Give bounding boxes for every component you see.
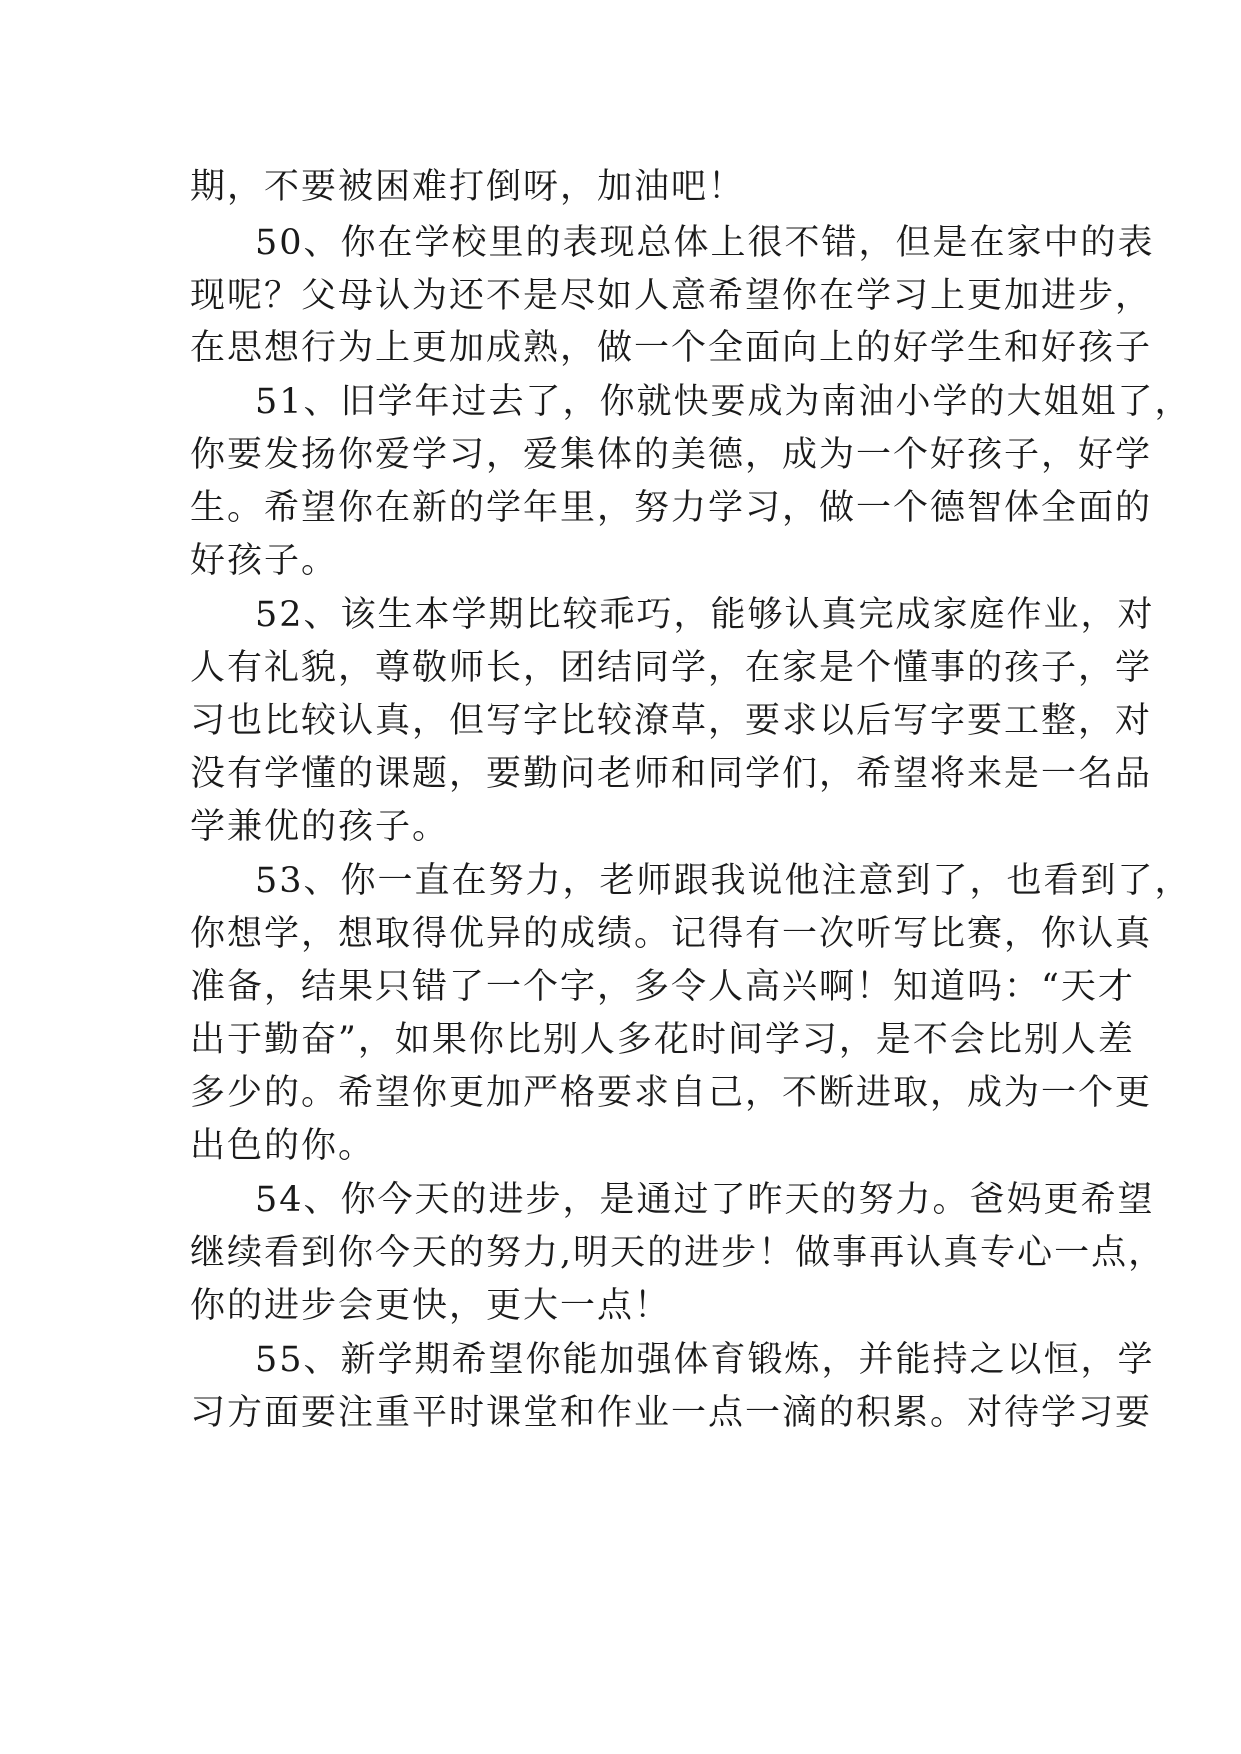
text-line-6: 你要发扬你爱学习，爱集体的美德，成为一个好孩子，好学 [190,435,1153,475]
text-line-11: 习也比较认真，但写字比较潦草，要求以后写字要工整，对 [190,701,1153,741]
text-line-16: 准备，结果只错了一个字，多令人高兴啊！知道吗：“天才 [190,967,1135,1007]
text-line-5: 51、旧学年过去了，你就快要成为南油小学的大姐姐了， [255,382,1192,422]
text-line-7: 生。希望你在新的学年里，努力学习，做一个德智体全面的 [190,488,1153,528]
text-line-2: 50、你在学校里的表现总体上很不错，但是在家中的表 [255,223,1155,263]
text-line-14: 53、你一直在努力，老师跟我说他注意到了，也看到了， [255,861,1192,901]
text-line-3: 现呢？父母认为还不是尽如人意希望你在学习上更加进步， [190,276,1153,316]
text-line-17: 出于勤奋”，如果你比别人多花时间学习，是不会比别人差 [190,1020,1135,1060]
text-line-19: 出色的你。 [190,1126,376,1166]
text-line-10: 人有礼貌，尊敬师长，团结同学，在家是个懂事的孩子，学 [190,648,1153,688]
text-line-9: 52、该生本学期比较乖巧，能够认真完成家庭作业，对 [255,595,1155,635]
text-line-23: 55、新学期希望你能加强体育锻炼，并能持之以恒，学 [255,1340,1155,1380]
text-line-22: 你的进步会更快，更大一点！ [190,1286,672,1326]
text-line-13: 学兼优的孩子。 [190,807,450,847]
text-line-24: 习方面要注重平时课堂和作业一点一滴的积累。对待学习要 [190,1393,1153,1433]
text-line-20: 54、你今天的进步，是通过了昨天的努力。爸妈更希望 [255,1180,1155,1220]
text-line-21: 继续看到你今天的努力,明天的进步！做事再认真专心一点， [190,1233,1166,1273]
text-line-1: 期，不要被困难打倒呀，加油吧！ [190,167,746,207]
text-line-18: 多少的。希望你更加严格要求自己，不断进取，成为一个更 [190,1073,1153,1113]
text-line-8: 好孩子。 [190,541,339,581]
text-line-12: 没有学懂的课题，要勤问老师和同学们，希望将来是一名品 [190,754,1153,794]
text-line-4: 在思想行为上更加成熟，做一个全面向上的好学生和好孩子 [190,328,1153,368]
text-line-15: 你想学，想取得优异的成绩。记得有一次听写比赛，你认真 [190,914,1153,954]
